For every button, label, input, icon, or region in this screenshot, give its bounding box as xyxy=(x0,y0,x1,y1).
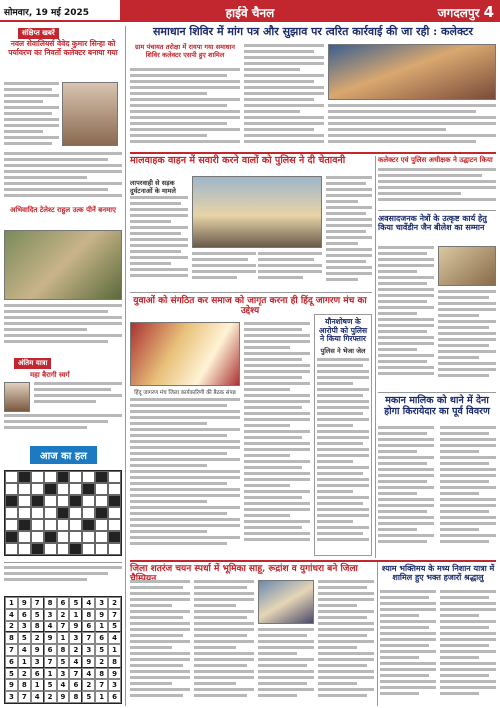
sudoku-cell: 5 xyxy=(82,691,95,703)
obituary-photo xyxy=(4,382,30,412)
sudoku-cell: 3 xyxy=(5,691,18,703)
sudoku-cell: 2 xyxy=(95,656,108,668)
bottom-left-body-4 xyxy=(318,580,374,704)
sudoku-cell: 4 xyxy=(69,656,82,668)
sudoku-cell: 7 xyxy=(5,644,18,656)
left-headline-1: नवल सेवालियर्स वेवेद कुमार सिन्हा को पर्यावरण का निवर्तो कलेक्टर बनाया गया xyxy=(8,39,118,57)
sudoku-cell: 9 xyxy=(18,597,31,609)
paper-name: हाईवे चैनल xyxy=(120,0,380,22)
bottom-left-body-2 xyxy=(194,580,254,704)
sudoku-cell: 5 xyxy=(95,644,108,656)
sudoku-cell: 3 xyxy=(108,679,121,691)
sudoku-cell: 2 xyxy=(69,644,82,656)
right-column-rule xyxy=(375,156,376,558)
sudoku-cell: 2 xyxy=(18,668,31,680)
sudoku-cell: 5 xyxy=(108,621,121,633)
sudoku-cell: 1 xyxy=(5,597,18,609)
sudoku-cell: 6 xyxy=(108,691,121,703)
sudoku-cell: 1 xyxy=(95,691,108,703)
right-divider-2 xyxy=(378,392,496,393)
sudoku-cell: 9 xyxy=(69,621,82,633)
page-number: 4 xyxy=(483,3,494,21)
issue-date: सोमवार, 19 मई 2025 xyxy=(0,0,120,22)
sudoku-cell: 2 xyxy=(108,597,121,609)
sudoku-cell: 8 xyxy=(5,632,18,644)
sudoku-cell: 4 xyxy=(5,609,18,621)
sudoku-cell: 2 xyxy=(5,621,18,633)
brief-news-tag: संक्षिप्त खबरें xyxy=(18,28,59,39)
sudoku-cell: 4 xyxy=(31,691,44,703)
edition-label: जगदलपुर 4 xyxy=(380,0,500,22)
sudoku-cell: 4 xyxy=(57,679,70,691)
bottom-left-body-3 xyxy=(258,628,314,704)
story2-body-3 xyxy=(258,252,322,288)
sudoku-cell: 3 xyxy=(69,632,82,644)
sudoku-cell: 7 xyxy=(57,621,70,633)
obituary-body xyxy=(34,382,122,412)
story3-headline: युवाओं को संगठित कर समाज को जागृत करना ही हिंदू जागरण मंच का उद्देश्य xyxy=(133,296,367,317)
right-mid-headline: अवसादजनक नेत्रों के उत्कृष्ट कार्य हेतु किया चार्वेडीन जैन बीलेश का सम्मान xyxy=(378,213,487,233)
sudoku-cell: 6 xyxy=(82,621,95,633)
sudoku-cell: 9 xyxy=(31,644,44,656)
puzzle-instructions xyxy=(4,566,122,592)
sudoku-cell: 8 xyxy=(18,679,31,691)
sudoku-cell: 2 xyxy=(57,609,70,621)
crossword-grid xyxy=(4,470,122,556)
bottom-right-body-1 xyxy=(380,590,436,704)
sudoku-cell: 4 xyxy=(108,632,121,644)
story3-body-2 xyxy=(244,322,310,556)
story2-body-4 xyxy=(326,176,372,288)
sudoku-cell: 8 xyxy=(44,597,57,609)
sudoku-cell: 9 xyxy=(108,668,121,680)
sudoku-cell: 3 xyxy=(44,609,57,621)
sudoku-cell: 4 xyxy=(82,668,95,680)
sudoku-cell: 9 xyxy=(57,691,70,703)
right-rent-body-2 xyxy=(440,426,496,556)
sudoku-cell: 3 xyxy=(57,668,70,680)
story2-subheadline: लापरवाही से सड़क दुर्घटनाओं के मामले xyxy=(130,179,176,195)
puzzle-divider xyxy=(4,562,122,563)
masthead xyxy=(0,0,500,22)
right-top-body xyxy=(378,168,496,208)
sudoku-cell: 1 xyxy=(57,632,70,644)
puzzle-tag: आज का हल xyxy=(30,446,97,464)
sudoku-cell: 2 xyxy=(82,679,95,691)
sudoku-cell: 2 xyxy=(44,691,57,703)
column-rule xyxy=(125,26,126,706)
sudoku-cell: 4 xyxy=(18,644,31,656)
lead-divider xyxy=(130,152,496,154)
sudoku-cell: 6 xyxy=(95,632,108,644)
sudoku-grid xyxy=(4,596,122,704)
story2-body-1 xyxy=(130,196,188,286)
sudoku-cell: 4 xyxy=(44,621,57,633)
portrait-photo xyxy=(62,82,118,146)
story4-body xyxy=(317,358,369,552)
bottom-left-body-1 xyxy=(130,580,190,704)
sudoku-cell: 7 xyxy=(108,609,121,621)
sudoku-cell: 6 xyxy=(57,597,70,609)
lead-body-2 xyxy=(244,44,324,150)
sudoku-cell: 9 xyxy=(5,679,18,691)
obituary-name: महा बैरागी स्वर्ग xyxy=(30,370,70,379)
right-mid-body-2 xyxy=(438,290,496,388)
sudoku-cell: 9 xyxy=(44,632,57,644)
sudoku-cell: 4 xyxy=(82,597,95,609)
left-photo xyxy=(4,230,122,300)
sudoku-cell: 5 xyxy=(5,668,18,680)
right-mid-photo xyxy=(438,246,496,286)
sudoku-cell: 7 xyxy=(18,691,31,703)
sudoku-cell: 7 xyxy=(69,668,82,680)
sudoku-cell: 5 xyxy=(31,609,44,621)
left-body-2 xyxy=(4,152,122,204)
sudoku-cell: 8 xyxy=(82,609,95,621)
story3-caption: हिंदू जागरण मंच जिला कार्यकारिणी की बैठक संपन्न xyxy=(134,390,236,396)
sudoku-cell: 1 xyxy=(108,644,121,656)
sudoku-cell: 8 xyxy=(57,644,70,656)
story3-body-1 xyxy=(130,398,240,556)
sudoku-cell: 9 xyxy=(82,656,95,668)
sudoku-cell: 6 xyxy=(69,679,82,691)
lead-body-3 xyxy=(328,104,496,150)
lead-headline: समाधान शिविर में मांग पत्र और सुझाव पर त्वरित कार्रवाई की जा रही : कलेक्टर xyxy=(152,25,474,38)
sudoku-cell: 7 xyxy=(31,597,44,609)
bottom-right-body-2 xyxy=(440,590,496,704)
story2-photo xyxy=(192,176,322,248)
sudoku-cell: 5 xyxy=(69,597,82,609)
sudoku-cell: 8 xyxy=(31,621,44,633)
story3-photo xyxy=(130,322,240,386)
sudoku-cell: 3 xyxy=(31,656,44,668)
sudoku-cell: 3 xyxy=(95,597,108,609)
sudoku-cell: 6 xyxy=(31,668,44,680)
sudoku-cell: 5 xyxy=(57,656,70,668)
bottom-column-rule xyxy=(377,562,378,706)
sudoku-cell: 1 xyxy=(18,656,31,668)
story2-headline: मालवाहक वाहन में सवारी करने वालों को पुलिस ने दी चेतावनी xyxy=(130,155,346,166)
sudoku-cell: 6 xyxy=(5,656,18,668)
bottom-left-headline: जिला शतरंज चयन स्पर्धा में भूमिका साहू, रूद्रांश व युगांधरा बने जिला xyxy=(130,564,358,574)
story4-subheadline: पुलिस ने भेजा जेल xyxy=(320,347,366,355)
lead-photo xyxy=(328,44,496,100)
sudoku-cell: 5 xyxy=(18,632,31,644)
sudoku-cell: 8 xyxy=(69,691,82,703)
bottom-right-headline: श्याम भक्तिमय के मध्य निशान यात्रा में शामिल हुए भक्त हजारों श्रद्धालु xyxy=(381,563,495,583)
lead-subheadline: ग्राम पंचायत तरोक्षा में रायपा गया समाधान शिविर कलेक्टर एसपी हुए शामिल xyxy=(135,43,235,59)
right-top-headline: कलेक्टर एवं पुलिस अधीक्षक ने उद्घाटन किया xyxy=(378,155,493,164)
sudoku-cell: 1 xyxy=(44,668,57,680)
sudoku-cell: 3 xyxy=(18,621,31,633)
story4-headline: यौनशोषण के आरोपी को पुलिस ने किया गिरफ्तार xyxy=(318,317,368,344)
sudoku-cell: 2 xyxy=(31,632,44,644)
sudoku-cell: 5 xyxy=(44,679,57,691)
lead-body-1 xyxy=(130,68,240,150)
chess-photo xyxy=(258,580,314,624)
sudoku-cell: 7 xyxy=(95,679,108,691)
sudoku-cell: 8 xyxy=(95,668,108,680)
sudoku-cell: 7 xyxy=(82,632,95,644)
right-rent-body-1 xyxy=(378,426,434,556)
story2-body-2 xyxy=(192,252,256,288)
sudoku-cell: 1 xyxy=(95,621,108,633)
sudoku-cell: 1 xyxy=(31,679,44,691)
left-body-1 xyxy=(4,82,59,150)
sudoku-cell: 7 xyxy=(44,656,57,668)
bottom-divider xyxy=(130,560,496,562)
sudoku-cell: 8 xyxy=(108,656,121,668)
left-headline-2: अभिवादित टेलेश्ट राहुल उत्क पीनें बनमाए xyxy=(10,205,116,214)
obituary-body-2 xyxy=(4,414,122,434)
right-rent-headline: मकान मालिक को थाने में देना होगा किरायेदार का पूर्व विवरण xyxy=(384,395,490,417)
right-mid-body-1 xyxy=(378,246,434,388)
sudoku-cell: 6 xyxy=(18,609,31,621)
sudoku-cell: 6 xyxy=(44,644,57,656)
sudoku-cell: 9 xyxy=(95,609,108,621)
sudoku-cell: 1 xyxy=(69,609,82,621)
left-body-3 xyxy=(4,304,122,354)
story2-divider xyxy=(130,292,372,293)
sudoku-cell: 3 xyxy=(82,644,95,656)
right-divider-1 xyxy=(378,210,496,211)
obituary-tag: अंतिम यात्रा xyxy=(14,358,51,369)
